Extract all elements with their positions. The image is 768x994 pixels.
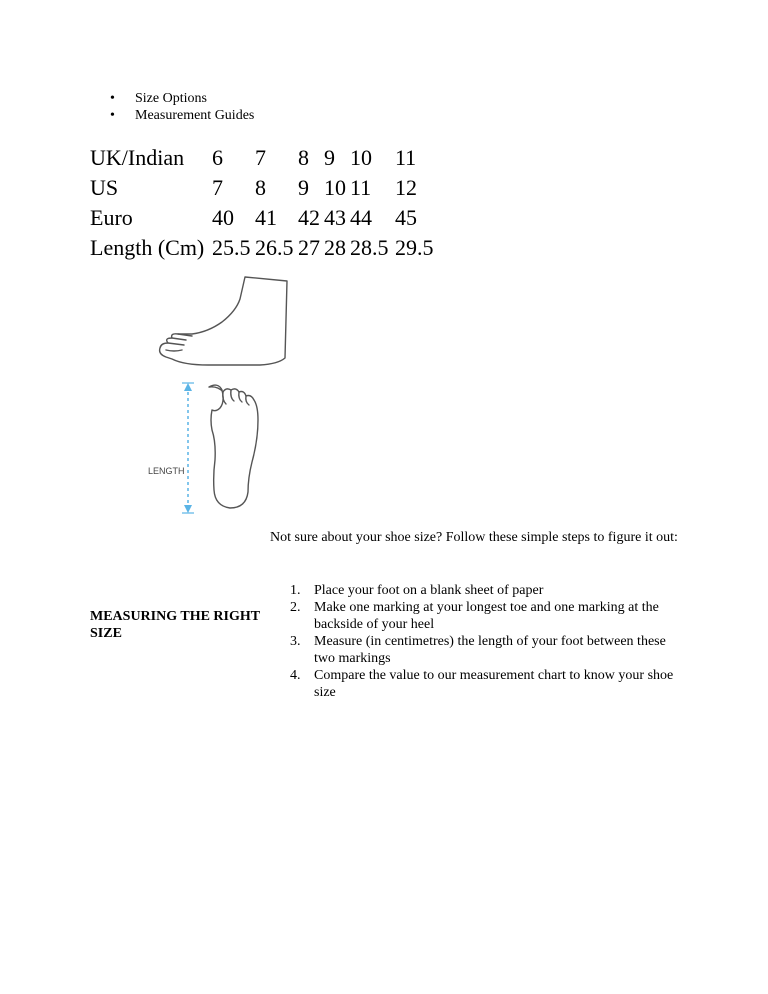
size-cell: 7	[212, 175, 223, 200]
step-item	[290, 582, 680, 599]
bullet-item-measurement-guides: • Measurement Guides	[110, 107, 254, 124]
size-cell: 25.5	[212, 235, 251, 260]
size-cell: 10	[350, 145, 372, 170]
size-cell: 7	[255, 145, 266, 170]
length-label: LENGTH	[148, 466, 185, 476]
foot-side-view	[160, 277, 287, 365]
row-label: UK/Indian	[90, 145, 185, 170]
size-cell: 8	[298, 145, 309, 170]
size-cell: 11	[395, 145, 417, 170]
size-cell: 28	[324, 235, 346, 260]
size-cell: 12	[395, 175, 417, 200]
size-cell: 6	[212, 145, 223, 170]
step-number: 3.	[290, 634, 301, 649]
intro-paragraph: Not sure about your shoe size? Follow these simple steps to figure it out:	[270, 530, 678, 545]
size-cell: 42	[298, 205, 320, 230]
row-label: Euro	[90, 205, 133, 230]
size-cell: 44	[350, 205, 372, 230]
step-item	[290, 633, 680, 667]
size-cell: 29.5	[395, 235, 434, 260]
size-cell: 41	[255, 205, 277, 230]
row-label: US	[90, 175, 119, 200]
size-cell: 26.5	[255, 235, 294, 260]
bullet-item-size-options: • Size Options	[110, 90, 254, 107]
size-cell: 10	[324, 175, 346, 200]
size-cell: 28.5	[350, 235, 389, 260]
foot-measurement-illustration	[88, 270, 350, 526]
size-cell: 11	[350, 175, 372, 200]
step-text: Make one marking at your longest toe and one marking at the backside of your heel	[314, 600, 659, 632]
size-cell: 45	[395, 205, 417, 230]
step-item	[290, 599, 680, 633]
step-item	[290, 667, 680, 701]
size-cell: 43	[324, 205, 346, 230]
size-cell: 27	[298, 235, 320, 260]
measurement-steps-list	[290, 582, 680, 701]
step-number: 2.	[290, 600, 301, 615]
row-label: Length (Cm)	[90, 235, 205, 260]
size-cell: 9	[298, 175, 309, 200]
step-text: Measure (in centimetres) the length of your foot between these two markings	[314, 634, 666, 666]
size-cell: 40	[212, 205, 234, 230]
size-cell: 8	[255, 175, 266, 200]
length-arrow-icon	[182, 383, 194, 513]
step-number: 1.	[290, 583, 301, 598]
step-number: 4.	[290, 668, 301, 683]
step-text: Compare the value to our measurement chart to know your shoe size	[314, 668, 674, 700]
size-cell: 9	[324, 145, 335, 170]
foot-sole-view	[209, 385, 258, 508]
step-text: Place your foot on a blank sheet of paper	[314, 583, 544, 598]
measuring-heading: MEASURING THE RIGHT SIZE	[90, 609, 260, 641]
section-bullet-list	[110, 90, 254, 124]
